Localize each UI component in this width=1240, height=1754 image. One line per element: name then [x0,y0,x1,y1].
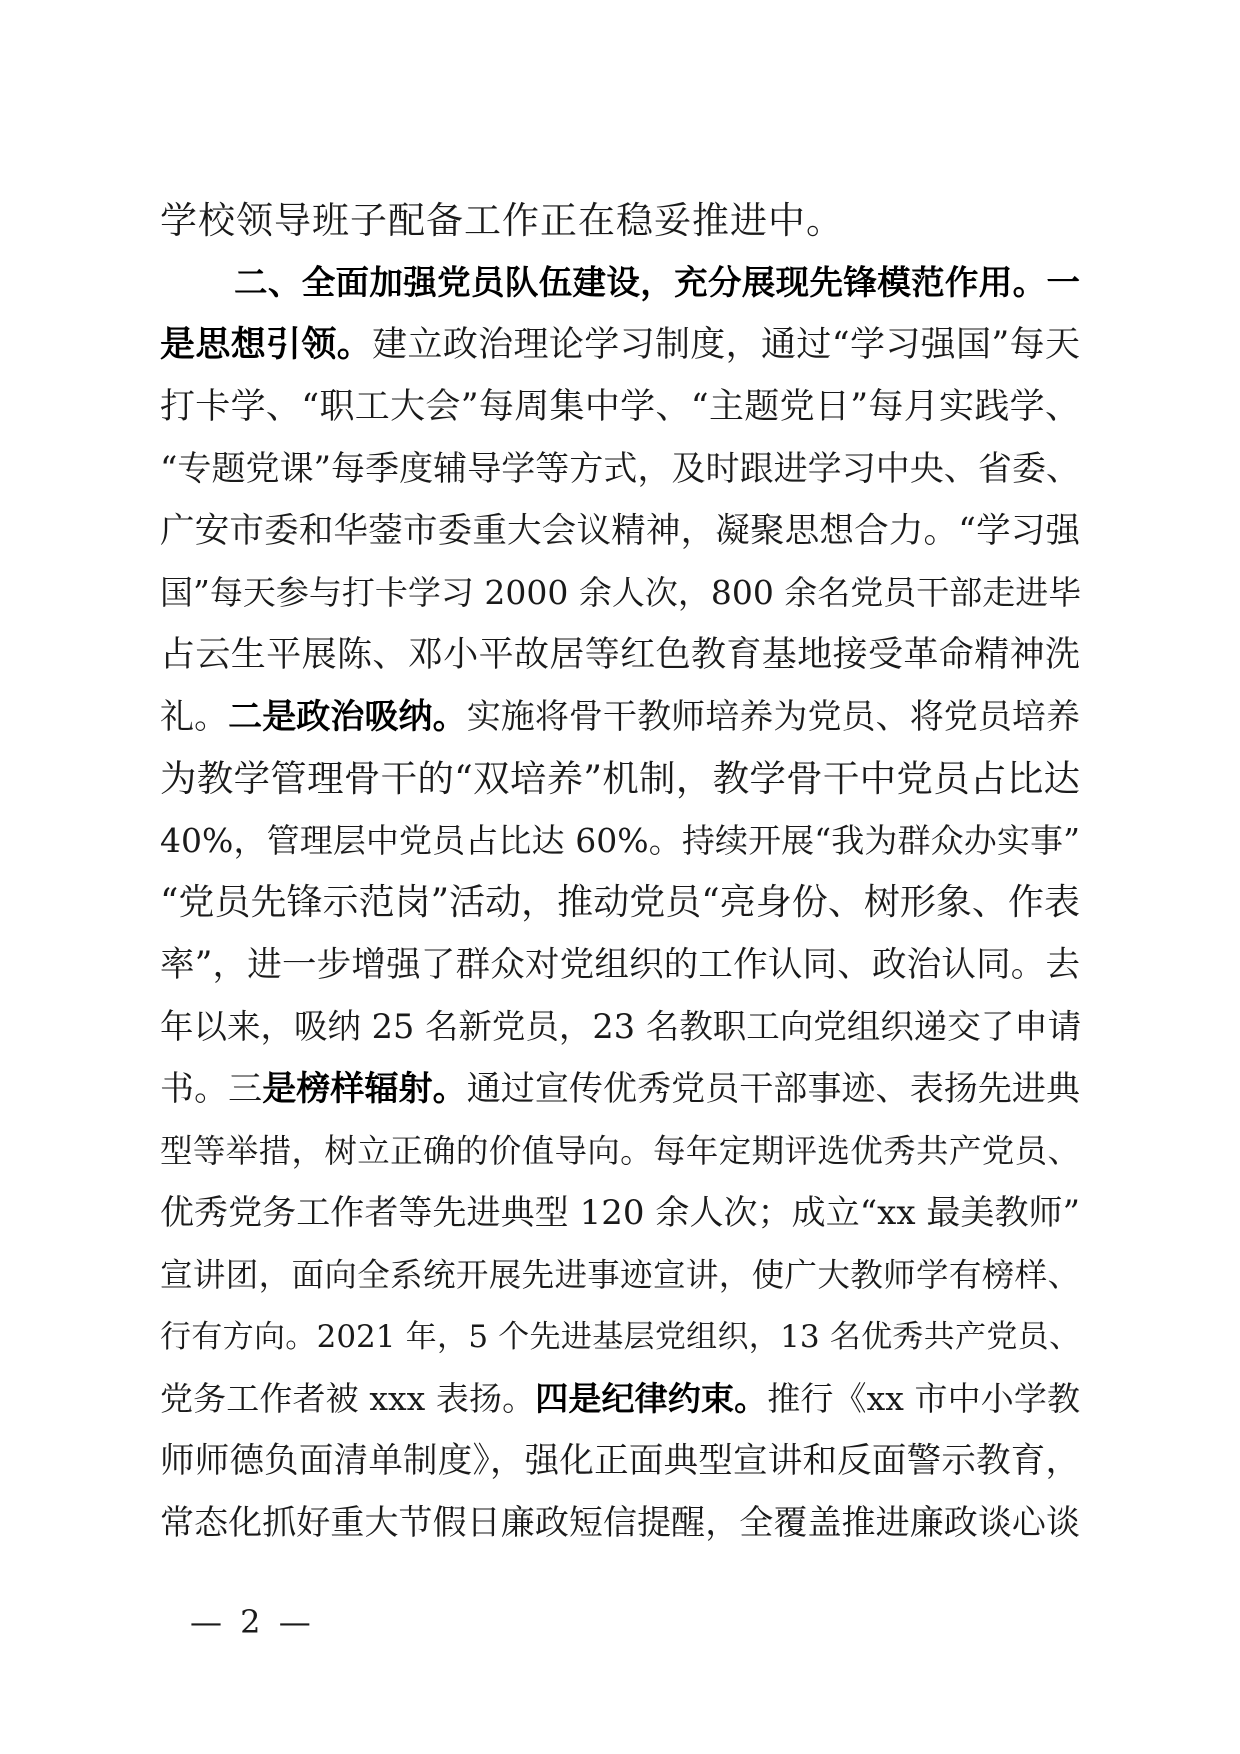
text-run: 通过宣传优秀党员干部事迹、表扬先进典 [466,1069,1081,1109]
text-run: 40%，管理层中党员占比达 60%。持续开展“我为群众办实事” [160,821,1080,860]
text-line [160,996,1080,1058]
text-run: 为教学管理骨干的“双培养”机制，教学骨干中党员占比达 [160,757,1080,800]
text-run: 广安市委和华蓥市委重大会议精神，凝聚思想合力。“学习强 [160,511,1080,551]
text-line [160,748,1080,810]
text-line [160,1120,1080,1182]
page-number: — 2 — [190,1603,315,1641]
text-run: 占云生平展陈、邓小平故居等红色教育基地接受革命精神洗 [160,635,1080,675]
section-heading-line [234,252,1080,314]
text-run: 学校领导班子配备工作正在稳妥推进中。 [160,199,844,242]
text-line [160,872,1080,934]
text-line [160,376,1080,438]
text-line [160,686,1080,748]
text-line [160,934,1080,996]
text-run: 国”每天参与打卡学习 2000 余人次，800 余名党员干部走进毕 [160,573,1082,612]
text-line [160,190,1080,252]
text-line [160,1368,1080,1430]
text-run: 礼。 [160,697,229,737]
text-line [160,1492,1080,1554]
text-line [160,1244,1080,1306]
text-line [160,314,1080,376]
text-run: 建立政治理论学习制度，通过“学习强国”每天 [372,325,1080,365]
text-run: 常态化抓好重大节假日廉政短信提醒，全覆盖推进廉政谈心谈 [160,1503,1080,1543]
text-run: 率”，进一步增强了群众对党组织的工作认同、政治认同。去 [160,945,1080,985]
text-line [160,1182,1080,1244]
text-run: 师师德负面清单制度》，强化正面典型宣讲和反面警示教育， [160,1441,1080,1481]
text-run: “党员先锋示范岗”活动，推动党员“亮身份、树形象、作表 [160,882,1080,923]
text-run: 行有方向。2021 年，5 个先进基层党组织，13 名优秀共产党员、 [160,1319,1080,1355]
text-run: 年以来，吸纳 25 名新党员，23 名教职工向党组织递交了申请 [160,1007,1082,1046]
text-run: 宣讲团，面向全系统开展先进事迹宣讲，使广大教师学有榜样、 [160,1256,1080,1294]
text-run: 党务工作者被 xxx 表扬。 [160,1379,536,1418]
text-run: 推行《xx 市中小学教 [767,1379,1080,1418]
text-run: 优秀党务工作者等先进典型 120 余人次；成立“xx 最美教师” [160,1193,1080,1233]
text-line [160,1306,1080,1368]
text-line [160,1058,1080,1120]
bold-subheading: 是思想引领。 [160,324,373,365]
text-run: 书。三 [160,1069,263,1109]
bold-subheading: 二是政治吸纳。 [228,697,467,737]
text-line [160,438,1080,500]
text-line [160,624,1080,686]
section-heading: 二、全面加强党员队伍建设，充分展现先锋模范作用。一 [234,263,1080,302]
text-run: “专题党课”每季度辅导学等方式，及时跟进学习中央、省委、 [160,449,1080,489]
text-run: 打卡学、“职工大会”每周集中学、“主题党日”每月实践学、 [160,387,1080,427]
text-line [160,562,1080,624]
text-line [160,810,1080,872]
bold-subheading: 是榜样辐射。 [262,1069,467,1109]
text-run: 型等举措，树立正确的价值导向。每年定期评选优秀共产党员、 [160,1132,1080,1170]
text-line [160,1430,1080,1492]
text-line [160,500,1080,562]
bold-subheading: 四是纪律约束。 [535,1379,768,1418]
text-run: 实施将骨干教师培养为党员、将党员培养 [466,697,1081,737]
